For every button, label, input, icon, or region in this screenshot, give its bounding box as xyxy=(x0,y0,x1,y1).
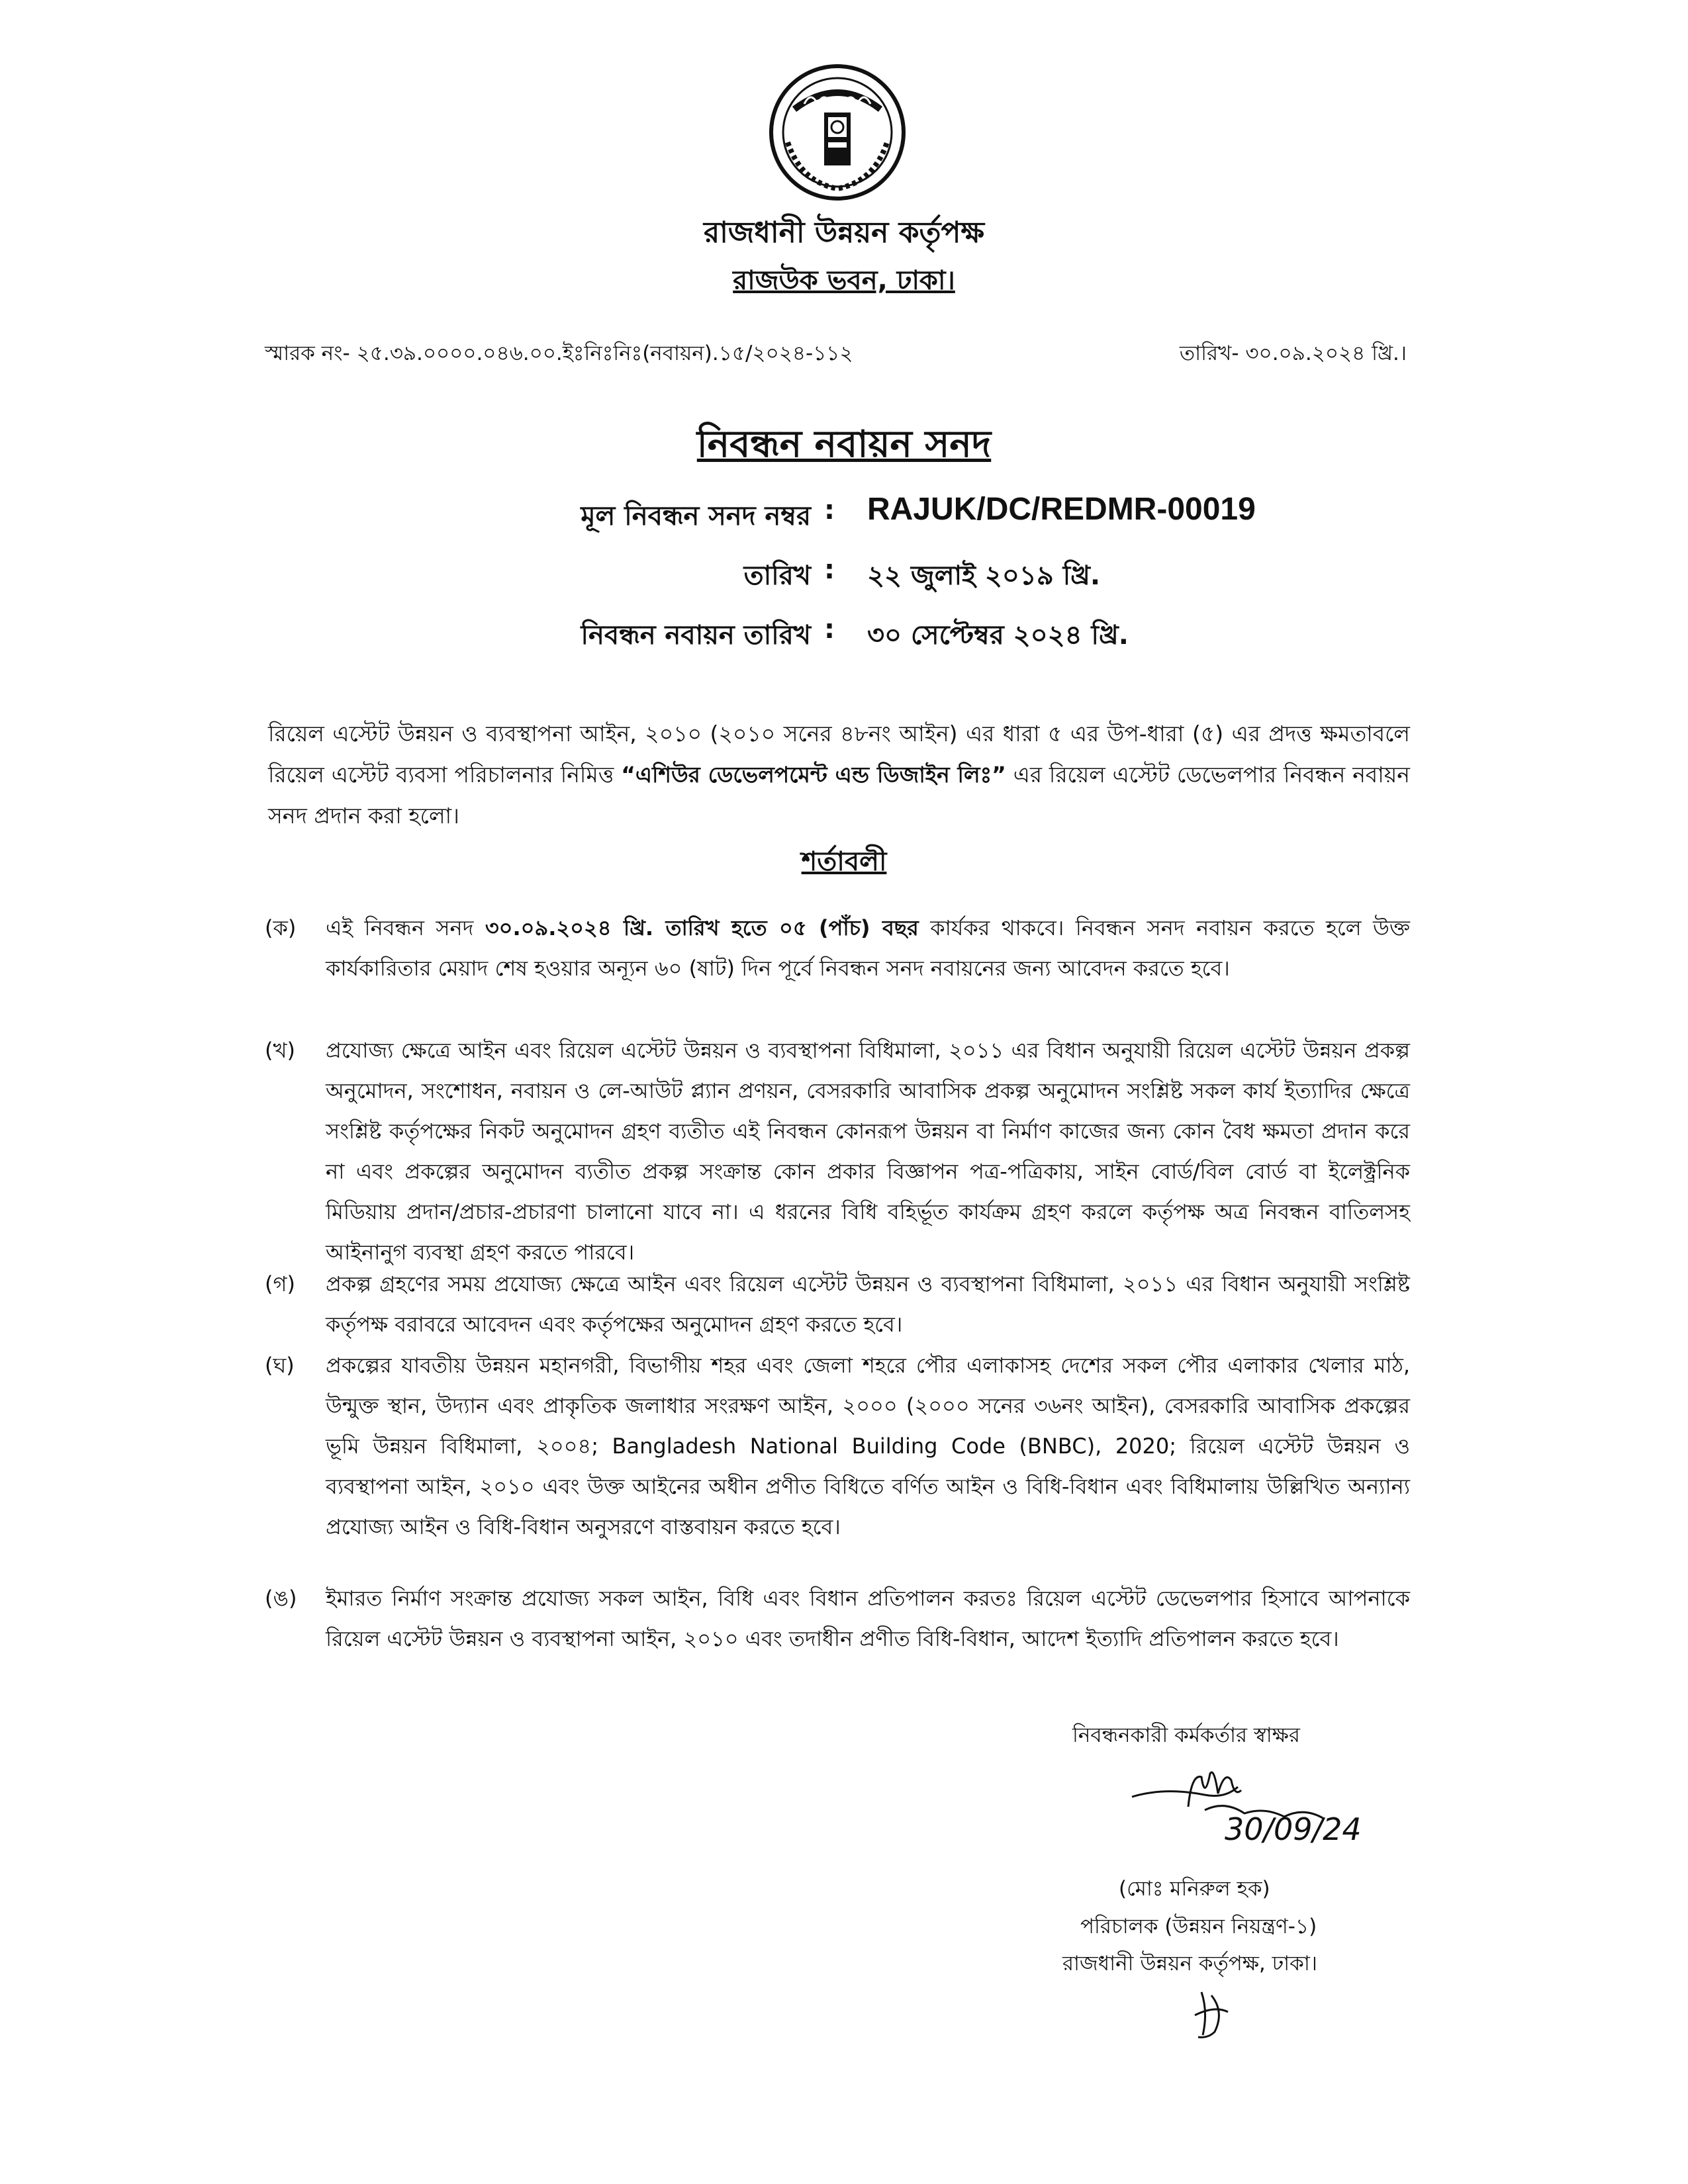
date-label: তারিখ xyxy=(743,561,811,591)
validity-period: ৩০.০৯.২০২৪ খ্রি. তারিখ হতে ০৫ (পাঁচ) বছর xyxy=(485,915,919,940)
clause-label: (ক) xyxy=(265,915,297,940)
clause-text: প্রকল্প গ্রহণের সময় প্রযোজ্য ক্ষেত্রে আইন এবং রিয়েল এস্টেট উন্নয়ন ও ব্যবস্থাপনা বিধিমালা, ২০১১ এর বিধান অনুযায়ী সংশ্লিষ্ট কর্তৃপক্ষ বরাবরে আবেদন এবং কর্তৃপক্ষের অনুমোদন গ্রহণ করতে হবে। xyxy=(326,1271,1410,1337)
clause-text: এই নিবন্ধন সনদ xyxy=(326,915,485,940)
clause-uma xyxy=(265,1578,1410,1659)
clause-ga xyxy=(265,1264,1410,1345)
renewal-date-label: নিবন্ধন নবায়ন তারিখ xyxy=(581,620,811,651)
clause-label: (ঘ) xyxy=(265,1353,295,1378)
intro-paragraph xyxy=(268,713,1410,837)
officer-designation: পরিচালক (উন্নয়ন নিয়ন্ত্রণ-১) xyxy=(1080,1915,1317,1938)
colon: : xyxy=(824,555,835,585)
terms-title: শর্তাবলী xyxy=(801,846,887,877)
original-certificate-number: RAJUK/DC/REDMR-00019 xyxy=(867,492,1256,527)
colon: : xyxy=(824,495,835,525)
clause-label: (গ) xyxy=(265,1271,295,1297)
clause-label: (খ) xyxy=(265,1038,295,1063)
organization-name: রাজধানী উন্নয়ন কর্তৃপক্ষ xyxy=(703,216,985,250)
clause-text: ইমারত নির্মাণ সংক্রান্ত প্রযোজ্য সকল আইন, বিধি এবং বিধান প্রতিপালন করতঃ রিয়েল এস্টেট ডেভেলপার হিসাবে আপনাকে রিয়েল এস্টেট উন্নয়ন ও ব্যবস্থাপনা আইন, ২০১০ এবং তদাধীন প্রণীত বিধি-বিধান, আদেশ ইত্যাদি প্রতিপালন করতে হবে। xyxy=(326,1586,1410,1651)
handwritten-signature xyxy=(1125,1760,1364,1860)
signature-date: 30/09/24 xyxy=(1225,1811,1362,1847)
clause-label: (ঙ) xyxy=(265,1586,297,1611)
signature-caption: নিবন্ধনকারী কর্মকর্তার স্বাক্ষর xyxy=(1072,1723,1300,1747)
clause-gha xyxy=(265,1345,1410,1547)
rajuk-seal-logo xyxy=(768,63,907,202)
officer-name: (মোঃ মনিরুল হক) xyxy=(1119,1877,1270,1901)
renewal-date: ৩০ সেপ্টেম্বর ২০২৪ খ্রি. xyxy=(867,620,1129,651)
clause-ka xyxy=(265,908,1410,989)
memo-reference: স্মারক নং- ২৫.৩৯.০০০০.০৪৬.০০.ইঃনিঃনিঃ(নবায়ন).১৫/২০২৪-১১২ xyxy=(265,341,853,365)
memo-date: তারিখ- ৩০.০৯.২০২৪ খ্রি.। xyxy=(1179,341,1407,365)
certificate-date: ২২ জুলাই ২০১৯ খ্রি. xyxy=(867,561,1101,591)
document-title: নিবন্ধন নবায়ন সনদ xyxy=(696,423,992,466)
company-name: “এশিউর ডেভেলপমেন্ট এন্ড ডিজাইন লিঃ” xyxy=(621,762,1006,788)
original-no-label: মূল নিবন্ধন সনদ নম্বর xyxy=(581,501,811,531)
clause-text: প্রযোজ্য ক্ষেত্রে আইন এবং রিয়েল এস্টেট উন্নয়ন ও ব্যবস্থাপনা বিধিমালা, ২০১১ এর বিধান অনুযায়ী রিয়েল এস্টেট উন্নয়ন প্রকল্প অনুমোদন, সংশোধন, নবায়ন ও লে-আউট প্ল্যান প্রণয়ন, বেসরকারি আবাসিক প্রকল্প অনুমোদন সংশ্লিষ্ট সকল কার্য ইত্যাদির ক্ষেত্রে সংশ্লিষ্ট কর্তৃপক্ষের নিকট অনুমোদন গ্রহণ ব্যতীত এই নিবন্ধন কোনরূপ উন্নয়ন বা নির্মাণ কাজের জন্য কোন বৈধ ক্ষমতা প্রদান করে না এবং প্রকল্পের অনুমোদন ব্যতীত প্রকল্প সংক্রান্ত কোন প্রকার বিজ্ঞাপন পত্র-পত্রিকায়, সাইন বোর্ড/বিল বোর্ড বা ইলেক্ট্রনিক মিডিয়ায় প্রদান/প্রচার-প্রচারণা চালানো যাবে না। এ ধরনের বিধি বহির্ভূত কার্যক্রম গ্রহণ করলে কর্তৃপক্ষ অত্র নিবন্ধন বাতিলসহ আইনানুগ ব্যবস্থা গ্রহণ করতে পারবে। xyxy=(326,1038,1410,1265)
clause-text: প্রকল্পের যাবতীয় উন্নয়ন মহানগরী, বিভাগীয় শহর এবং জেলা শহরে পৌর এলাকাসহ দেশের সকল পৌর এলাকার খেলার মাঠ, উন্মুক্ত স্থান, উদ্যান এবং প্রাকৃতিক জলাধার সংরক্ষণ আইন, ২০০০ (২০০০ সনের ৩৬নং আইন), বেসরকারি আবাসিক প্রকল্পের ভূমি উন্নয়ন বিধিমালা, ২০০৪; Bangladesh National Building Code (BNBC), 2020; রিয়েল এস্টেট উন্নয়ন ও ব্যবস্থাপনা আইন, ২০১০ এবং উক্ত আইনের অধীন প্রণীত বিধিতে বর্ণিত আইন ও বিধি-বিধান এবং বিধিমালায় উল্লিখিত অন্যান্য প্রযোজ্য আইন ও বিধি-বিধান অনুসরণে বাস্তবায়ন করতে হবে। xyxy=(326,1353,1410,1539)
intro-text-1: রিয়েল এস্টেট উন্নয়ন ও ব্যবস্থাপনা আইন, ২০১০ (২০১০ সনের ৪৮নং আইন) এর ধারা ৫ এর উপ-ধারা (৫) এর প্রদত্ত ক্ষমতাবলে রিয়েল এস্টেট ব্যবসা পরিচালনার নিমিত্ত xyxy=(268,721,1410,788)
organization-address: রাজউক ভবন, ঢাকা। xyxy=(733,265,955,296)
colon: : xyxy=(824,614,835,645)
initial-signature xyxy=(1188,1985,1241,2042)
clause-text: কার্যকর থাকবে। নিবন্ধন সনদ নবায়ন করতে হলে উক্ত কার্যকারিতার মেয়াদ শেষ হওয়ার অন্যূন ৬০ (ষাট) দিন পূর্বে নিবন্ধন সনদ নবায়নের জন্য আবেদন করতে হবে। xyxy=(326,915,1410,981)
intro-text-2: এর রিয়েল এস্টেট ডেভেলপার নিবন্ধন নবায়ন সনদ প্রদান করা হলো। xyxy=(268,762,1410,829)
officer-office: রাজধানী উন্নয়ন কর্তৃপক্ষ, ঢাকা। xyxy=(1062,1952,1317,1976)
clause-kha xyxy=(265,1030,1410,1273)
